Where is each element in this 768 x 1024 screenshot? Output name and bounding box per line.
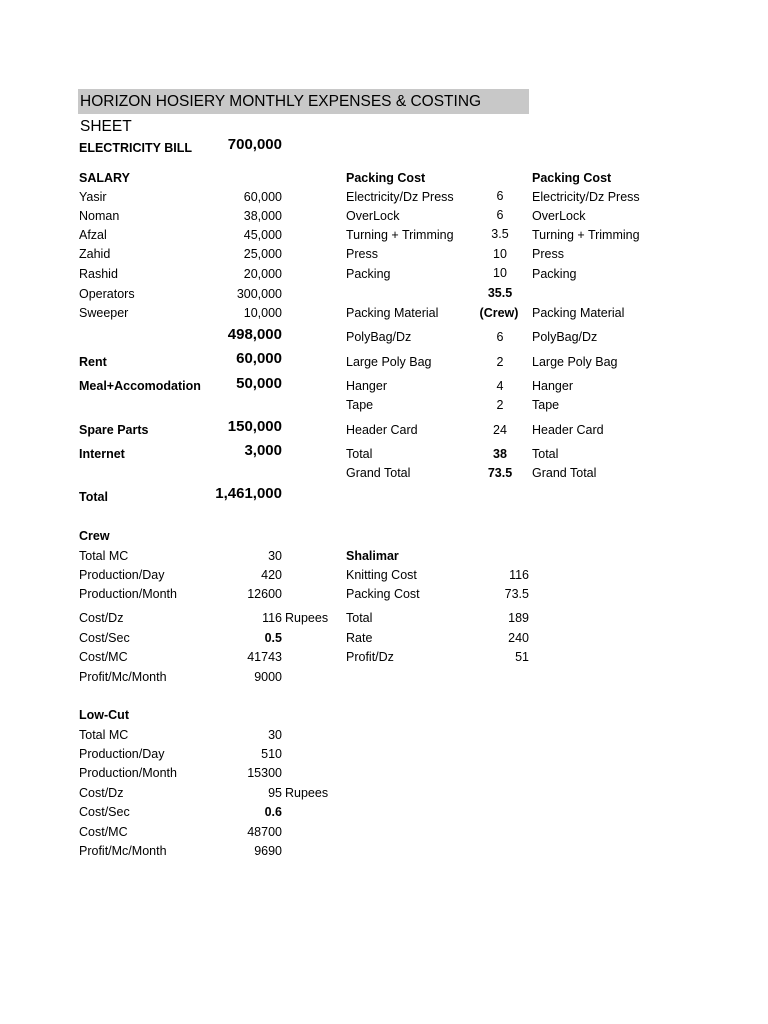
- salary-amount: 20,000: [243, 267, 282, 281]
- lowcut-label: Production/Month: [79, 766, 177, 780]
- shalimar-label: Packing Cost: [346, 587, 420, 601]
- crew-value: 0.5: [264, 631, 282, 645]
- salary-amount: 45,000: [243, 228, 282, 242]
- material-label: PolyBag/Dz: [346, 330, 412, 344]
- shalimar-label: Rate: [346, 631, 373, 645]
- material-label: Tape: [346, 398, 374, 412]
- packing-item-label: Electricity/Dz Press: [346, 190, 454, 204]
- material-label: Large Poly Bag: [346, 355, 432, 369]
- shalimar-label: Knitting Cost: [346, 568, 417, 582]
- lowcut-value: 30: [268, 728, 282, 742]
- spare-parts-value: 150,000: [227, 418, 282, 435]
- packing-item-value: 10: [493, 247, 507, 261]
- material-value: 4: [496, 379, 504, 393]
- crew-label: Production/Month: [79, 587, 177, 601]
- rent-value: 60,000: [236, 350, 282, 367]
- salary-name: Zahid: [79, 247, 111, 261]
- packing-subtotal: 35.5: [487, 286, 513, 300]
- packing-item-value: 3.5: [491, 227, 509, 241]
- meal-value: 50,000: [236, 375, 282, 392]
- packing-item-value: 10: [493, 266, 507, 280]
- crew-value: 116: [262, 611, 282, 625]
- internet-value: 3,000: [244, 442, 282, 459]
- shalimar-value: 116: [509, 568, 529, 582]
- electricity-value: 700,000: [227, 136, 282, 153]
- packing-repeat-label: Large Poly Bag: [532, 355, 618, 369]
- salary-heading: SALARY: [79, 171, 130, 185]
- lowcut-label: Total MC: [79, 728, 129, 742]
- lowcut-value: 15300: [247, 766, 282, 780]
- crew-label: Cost/MC: [79, 650, 128, 664]
- packing-repeat-label: Tape: [532, 398, 560, 412]
- material-value: 24: [493, 423, 507, 437]
- packing-repeat-label: PolyBag/Dz: [532, 330, 598, 344]
- packing-repeat-label: Packing: [532, 267, 577, 281]
- packing-item-value: 6: [496, 208, 504, 222]
- crew-value: 30: [268, 549, 282, 563]
- salary-name: Yasir: [79, 190, 107, 204]
- salary-amount: 60,000: [243, 190, 282, 204]
- shalimar-value: 240: [508, 631, 529, 645]
- packing-total-label: Total: [346, 447, 373, 461]
- crew-value: 12600: [247, 587, 282, 601]
- lowcut-value: 0.6: [264, 805, 282, 819]
- grand-total-label: Grand Total: [346, 466, 411, 480]
- lowcut-label: Cost/Sec: [79, 805, 130, 819]
- packing-item-label: Press: [346, 247, 378, 261]
- crew-heading: Crew: [79, 529, 110, 543]
- electricity-label: ELECTRICITY BILL: [79, 141, 192, 155]
- meal-label: Meal+Accomodation: [79, 379, 201, 393]
- material-value: 2: [496, 355, 504, 369]
- material-label: Hanger: [346, 379, 387, 393]
- packing-repeat-label: Grand Total: [532, 466, 597, 480]
- total-value: 1,461,000: [215, 485, 282, 502]
- packing-repeat-label: Total: [532, 447, 559, 461]
- shalimar-heading: Shalimar: [346, 549, 399, 563]
- salary-amount: 10,000: [243, 306, 282, 320]
- spare-parts-label: Spare Parts: [79, 423, 149, 437]
- crew-label: Cost/Dz: [79, 611, 124, 625]
- packing-repeat-label: OverLock: [532, 209, 586, 223]
- packing-repeat-label: Header Card: [532, 423, 604, 437]
- salary-amount: 300,000: [236, 287, 282, 301]
- salary-name: Afzal: [79, 228, 107, 242]
- lowcut-label: Production/Day: [79, 747, 165, 761]
- crew-value: 420: [261, 568, 282, 582]
- shalimar-value: 73.5: [504, 587, 529, 601]
- material-label: Header Card: [346, 423, 418, 437]
- packing-material-heading: Packing Material: [346, 306, 439, 320]
- shalimar-label: Profit/Dz: [346, 650, 394, 664]
- crew-tag: (Crew): [479, 306, 519, 320]
- packing-repeat-label: Press: [532, 247, 564, 261]
- crew-label: Total MC: [79, 549, 129, 563]
- packing-total-value: 38: [493, 447, 507, 461]
- lowcut-value: 510: [261, 747, 282, 761]
- lowcut-value: 9690: [254, 844, 282, 858]
- salary-amount: 25,000: [243, 247, 282, 261]
- salary-amount: 38,000: [243, 209, 282, 223]
- packing-item-label: Packing: [346, 267, 391, 281]
- salary-name: Sweeper: [79, 306, 129, 320]
- packing-repeat-label: Electricity/Dz Press: [532, 190, 640, 204]
- crew-label: Cost/Sec: [79, 631, 130, 645]
- lowcut-unit: Rupees: [285, 786, 329, 800]
- total-label: Total: [79, 490, 108, 504]
- lowcut-value: 95: [268, 786, 282, 800]
- crew-value: 9000: [254, 670, 282, 684]
- salary-name: Noman: [79, 209, 120, 223]
- packing-item-label: OverLock: [346, 209, 400, 223]
- shalimar-label: Total: [346, 611, 373, 625]
- crew-label: Profit/Mc/Month: [79, 670, 167, 684]
- packing-item-value: 6: [496, 189, 504, 203]
- shalimar-value: 51: [515, 650, 529, 664]
- grand-total-value: 73.5: [487, 466, 513, 480]
- crew-label: Production/Day: [79, 568, 165, 582]
- salary-name: Rashid: [79, 267, 118, 281]
- lowcut-label: Cost/Dz: [79, 786, 124, 800]
- packing-heading: Packing Cost: [346, 171, 426, 185]
- packing-repeat-label: Hanger: [532, 379, 573, 393]
- rent-label: Rent: [79, 355, 107, 369]
- lowcut-heading: Low-Cut: [79, 708, 129, 722]
- packing-repeat-label: Packing Material: [532, 306, 625, 320]
- material-value: 6: [496, 330, 504, 344]
- internet-label: Internet: [79, 447, 125, 461]
- crew-value: 41743: [247, 650, 282, 664]
- lowcut-label: Cost/MC: [79, 825, 128, 839]
- sheet-title: HORIZON HOSIERY MONTHLY EXPENSES & COSTING SHEET: [78, 89, 529, 114]
- lowcut-label: Profit/Mc/Month: [79, 844, 167, 858]
- packing-repeat-heading: Packing Cost: [532, 171, 612, 185]
- packing-repeat-label: Turning + Trimming: [532, 228, 640, 242]
- salary-name: Operators: [79, 287, 135, 301]
- material-value: 2: [496, 398, 504, 412]
- crew-unit: Rupees: [285, 611, 329, 625]
- packing-item-label: Turning + Trimming: [346, 228, 454, 242]
- shalimar-value: 189: [508, 611, 529, 625]
- salary-total: 498,000: [227, 326, 282, 343]
- lowcut-value: 48700: [247, 825, 282, 839]
